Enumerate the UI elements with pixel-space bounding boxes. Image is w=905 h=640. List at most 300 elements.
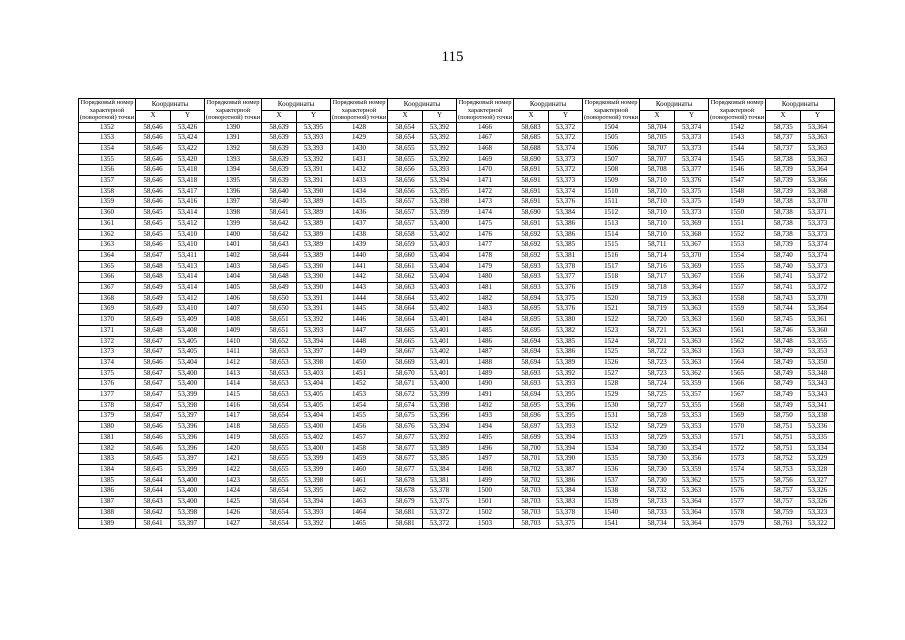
x-cell: 58,711 — [640, 240, 675, 251]
y-cell: 53,392 — [297, 154, 331, 165]
point-number-cell: 1447 — [331, 325, 388, 336]
table-row — [79, 165, 835, 176]
x-cell: 58,734 — [640, 518, 675, 529]
x-cell: 58,694 — [514, 357, 549, 368]
point-number-cell: 1428 — [331, 122, 388, 133]
x-cell: 58,693 — [514, 261, 549, 272]
table-row — [79, 304, 835, 315]
x-cell: 58,710 — [640, 229, 675, 240]
x-cell: 58,749 — [766, 347, 801, 358]
y-cell: 53,353 — [675, 422, 709, 433]
y-cell: 53,373 — [675, 208, 709, 219]
x-cell: 58,761 — [766, 518, 801, 529]
y-cell: 53,398 — [297, 357, 331, 368]
y-cell: 53,405 — [171, 336, 205, 347]
point-number-cell: 1513 — [583, 218, 640, 229]
point-number-cell: 1461 — [331, 475, 388, 486]
x-cell: 58,643 — [136, 497, 171, 508]
y-cell: 53,363 — [801, 133, 835, 144]
y-cell: 53,392 — [423, 143, 457, 154]
x-cell: 58,718 — [640, 283, 675, 294]
x-cell: 58,722 — [640, 347, 675, 358]
y-cell: 53,374 — [549, 186, 583, 197]
x-cell: 58,724 — [640, 379, 675, 390]
x-cell: 58,692 — [514, 240, 549, 251]
y-cell: 53,394 — [423, 422, 457, 433]
y-cell: 53,343 — [801, 379, 835, 390]
x-cell: 58,646 — [136, 432, 171, 443]
point-number-cell: 1367 — [79, 283, 136, 294]
x-cell: 58,640 — [262, 186, 297, 197]
point-number-cell: 1411 — [205, 347, 262, 358]
x-cell: 58,729 — [640, 422, 675, 433]
point-number-cell: 1359 — [79, 197, 136, 208]
point-number-cell: 1379 — [79, 411, 136, 422]
x-cell: 58,654 — [262, 497, 297, 508]
point-number-cell: 1466 — [457, 122, 514, 133]
x-cell: 58,645 — [136, 208, 171, 219]
y-cell: 53,396 — [171, 443, 205, 454]
y-cell: 53,399 — [423, 390, 457, 401]
y-cell: 53,364 — [801, 122, 835, 133]
x-cell: 58,749 — [766, 400, 801, 411]
y-cell: 53,334 — [801, 443, 835, 454]
x-cell: 58,739 — [766, 186, 801, 197]
y-cell: 53,404 — [297, 411, 331, 422]
point-number-cell: 1363 — [79, 240, 136, 251]
x-cell: 58,654 — [388, 122, 423, 133]
point-number-cell: 1540 — [583, 507, 640, 518]
x-cell: 58,691 — [514, 176, 549, 187]
header-point-number: Порядковый номер характерной (поворотной) точки — [583, 99, 639, 121]
x-cell: 58,693 — [514, 368, 549, 379]
x-cell: 58,702 — [514, 475, 549, 486]
y-cell: 53,336 — [801, 422, 835, 433]
x-cell: 58,649 — [136, 283, 171, 294]
table-row — [79, 357, 835, 368]
y-cell: 53,400 — [171, 379, 205, 390]
y-cell: 53,401 — [423, 325, 457, 336]
y-cell: 53,389 — [297, 240, 331, 251]
x-cell: 58,738 — [766, 218, 801, 229]
y-cell: 53,414 — [171, 272, 205, 283]
point-number-cell: 1491 — [457, 390, 514, 401]
y-cell: 53,374 — [675, 154, 709, 165]
point-number-cell: 1445 — [331, 304, 388, 315]
point-number-cell: 1352 — [79, 122, 136, 133]
point-number-cell: 1393 — [205, 154, 262, 165]
point-number-cell: 1454 — [331, 400, 388, 411]
y-cell: 53,329 — [801, 454, 835, 465]
x-cell: 58,662 — [388, 272, 423, 283]
y-cell: 53,389 — [297, 197, 331, 208]
y-cell: 53,372 — [801, 272, 835, 283]
y-cell: 53,394 — [297, 497, 331, 508]
x-cell: 58,669 — [388, 357, 423, 368]
point-number-cell: 1512 — [583, 208, 640, 219]
x-cell: 58,702 — [514, 465, 549, 476]
y-cell: 53,401 — [423, 357, 457, 368]
point-number-cell: 1499 — [457, 475, 514, 486]
x-cell: 58,664 — [388, 304, 423, 315]
y-cell: 53,338 — [801, 411, 835, 422]
point-number-cell: 1384 — [79, 465, 136, 476]
point-number-cell: 1476 — [457, 229, 514, 240]
point-number-cell: 1360 — [79, 208, 136, 219]
point-number-cell: 1401 — [205, 240, 262, 251]
y-cell: 53,395 — [549, 390, 583, 401]
x-cell: 58,647 — [136, 250, 171, 261]
y-cell: 53,396 — [171, 422, 205, 433]
point-number-cell: 1440 — [331, 250, 388, 261]
header-x: X — [262, 110, 297, 122]
y-cell: 53,392 — [423, 432, 457, 443]
y-cell: 53,400 — [171, 486, 205, 497]
y-cell: 53,326 — [801, 486, 835, 497]
y-cell: 53,391 — [297, 304, 331, 315]
x-cell: 58,677 — [388, 432, 423, 443]
y-cell: 53,401 — [423, 315, 457, 326]
point-number-cell: 1526 — [583, 357, 640, 368]
x-cell: 58,646 — [136, 143, 171, 154]
y-cell: 53,374 — [549, 143, 583, 154]
x-cell: 58,690 — [514, 154, 549, 165]
point-number-cell: 1484 — [457, 315, 514, 326]
point-number-cell: 1406 — [205, 293, 262, 304]
y-cell: 53,368 — [801, 186, 835, 197]
point-number-cell: 1421 — [205, 454, 262, 465]
y-cell: 53,398 — [171, 400, 205, 411]
x-cell: 58,655 — [262, 465, 297, 476]
point-number-cell: 1413 — [205, 368, 262, 379]
x-cell: 58,695 — [514, 325, 549, 336]
x-cell: 58,746 — [766, 325, 801, 336]
header-point-number: Порядковый номер характерной (поворотной) точки — [709, 99, 765, 121]
point-number-cell: 1520 — [583, 293, 640, 304]
y-cell: 53,356 — [675, 454, 709, 465]
x-cell: 58,653 — [262, 357, 297, 368]
x-cell: 58,741 — [766, 272, 801, 283]
x-cell: 58,654 — [262, 518, 297, 529]
x-cell: 58,737 — [766, 133, 801, 144]
y-cell: 53,389 — [297, 229, 331, 240]
x-cell: 58,648 — [136, 261, 171, 272]
point-number-cell: 1500 — [457, 486, 514, 497]
table-row — [79, 293, 835, 304]
table-row — [79, 518, 835, 529]
y-cell: 53,393 — [549, 422, 583, 433]
point-number-cell: 1370 — [79, 315, 136, 326]
point-number-cell: 1424 — [205, 486, 262, 497]
point-number-cell: 1568 — [709, 400, 766, 411]
x-cell: 58,694 — [514, 347, 549, 358]
y-cell: 53,381 — [423, 475, 457, 486]
point-number-cell: 1534 — [583, 443, 640, 454]
x-cell: 58,701 — [514, 454, 549, 465]
y-cell: 53,360 — [801, 325, 835, 336]
point-number-cell: 1465 — [331, 518, 388, 529]
x-cell: 58,739 — [766, 176, 801, 187]
x-cell: 58,752 — [766, 454, 801, 465]
page-number: 115 — [441, 49, 464, 65]
point-number-cell: 1364 — [79, 250, 136, 261]
y-cell: 53,394 — [297, 336, 331, 347]
point-number-cell: 1435 — [331, 197, 388, 208]
x-cell: 58,654 — [262, 400, 297, 411]
x-cell: 58,714 — [640, 250, 675, 261]
header-point-number: Порядковый номер характерной (поворотной) точки — [457, 99, 513, 121]
point-number-cell: 1498 — [457, 465, 514, 476]
point-number-cell: 1372 — [79, 336, 136, 347]
y-cell: 53,393 — [549, 379, 583, 390]
x-cell: 58,721 — [640, 336, 675, 347]
x-cell: 58,677 — [388, 465, 423, 476]
point-number-cell: 1414 — [205, 379, 262, 390]
y-cell: 53,397 — [171, 518, 205, 529]
point-number-cell: 1539 — [583, 497, 640, 508]
point-number-cell: 1538 — [583, 486, 640, 497]
point-number-cell: 1521 — [583, 304, 640, 315]
y-cell: 53,377 — [675, 165, 709, 176]
y-cell: 53,389 — [297, 218, 331, 229]
coordinates-table — [78, 98, 835, 529]
x-cell: 58,655 — [388, 143, 423, 154]
x-cell: 58,649 — [136, 315, 171, 326]
x-cell: 58,655 — [388, 154, 423, 165]
point-number-cell: 1510 — [583, 186, 640, 197]
point-number-cell: 1527 — [583, 368, 640, 379]
x-cell: 58,757 — [766, 486, 801, 497]
y-cell: 53,418 — [171, 176, 205, 187]
x-cell: 58,703 — [514, 497, 549, 508]
x-cell: 58,653 — [262, 368, 297, 379]
point-number-cell: 1514 — [583, 229, 640, 240]
y-cell: 53,350 — [801, 357, 835, 368]
x-cell: 58,642 — [262, 218, 297, 229]
point-number-cell: 1366 — [79, 272, 136, 283]
x-cell: 58,677 — [388, 443, 423, 454]
point-number-cell: 1553 — [709, 240, 766, 251]
point-number-cell: 1507 — [583, 154, 640, 165]
y-cell: 53,326 — [801, 497, 835, 508]
y-cell: 53,395 — [423, 186, 457, 197]
y-cell: 53,420 — [171, 154, 205, 165]
x-cell: 58,703 — [514, 507, 549, 518]
point-number-cell: 1519 — [583, 283, 640, 294]
y-cell: 53,386 — [549, 229, 583, 240]
x-cell: 58,646 — [136, 422, 171, 433]
x-cell: 58,732 — [640, 486, 675, 497]
y-cell: 53,390 — [297, 283, 331, 294]
table-row — [79, 218, 835, 229]
table-row — [79, 250, 835, 261]
y-cell: 53,410 — [171, 240, 205, 251]
y-cell: 53,400 — [171, 497, 205, 508]
y-cell: 53,392 — [423, 154, 457, 165]
y-cell: 53,402 — [423, 347, 457, 358]
x-cell: 58,749 — [766, 368, 801, 379]
x-cell: 58,737 — [766, 143, 801, 154]
x-cell: 58,671 — [388, 379, 423, 390]
y-cell: 53,364 — [801, 304, 835, 315]
y-cell: 53,375 — [675, 197, 709, 208]
x-cell: 58,656 — [388, 165, 423, 176]
x-cell: 58,749 — [766, 357, 801, 368]
x-cell: 58,693 — [514, 379, 549, 390]
header-coordinates: Координаты — [766, 99, 835, 111]
y-cell: 53,393 — [297, 133, 331, 144]
header-x: X — [766, 110, 801, 122]
y-cell: 53,363 — [675, 315, 709, 326]
y-cell: 53,396 — [171, 432, 205, 443]
x-cell: 58,653 — [262, 390, 297, 401]
point-number-cell: 1560 — [709, 315, 766, 326]
y-cell: 53,386 — [549, 475, 583, 486]
y-cell: 53,364 — [675, 507, 709, 518]
point-number-cell: 1569 — [709, 411, 766, 422]
y-cell: 53,374 — [801, 250, 835, 261]
point-number-cell: 1541 — [583, 518, 640, 529]
y-cell: 53,399 — [171, 465, 205, 476]
y-cell: 53,374 — [801, 240, 835, 251]
x-cell: 58,648 — [136, 272, 171, 283]
y-cell: 53,335 — [801, 432, 835, 443]
point-number-cell: 1525 — [583, 347, 640, 358]
x-cell: 58,743 — [766, 293, 801, 304]
y-cell: 53,393 — [423, 165, 457, 176]
x-cell: 58,695 — [514, 304, 549, 315]
point-number-cell: 1545 — [709, 154, 766, 165]
header-coordinates: Координаты — [514, 99, 583, 111]
point-number-cell: 1395 — [205, 176, 262, 187]
point-number-cell: 1559 — [709, 304, 766, 315]
x-cell: 58,717 — [640, 272, 675, 283]
y-cell: 53,396 — [549, 400, 583, 411]
y-cell: 53,381 — [549, 250, 583, 261]
table-row — [79, 208, 835, 219]
point-number-cell: 1412 — [205, 357, 262, 368]
x-cell: 58,647 — [136, 411, 171, 422]
y-cell: 53,426 — [171, 122, 205, 133]
table-row — [79, 497, 835, 508]
x-cell: 58,710 — [640, 218, 675, 229]
x-cell: 58,649 — [262, 283, 297, 294]
x-cell: 58,730 — [640, 465, 675, 476]
x-cell: 58,654 — [262, 486, 297, 497]
x-cell: 58,678 — [388, 475, 423, 486]
y-cell: 53,392 — [549, 368, 583, 379]
y-cell: 53,373 — [549, 176, 583, 187]
point-number-cell: 1391 — [205, 133, 262, 144]
y-cell: 53,402 — [423, 293, 457, 304]
y-cell: 53,408 — [171, 325, 205, 336]
y-cell: 53,416 — [171, 197, 205, 208]
x-cell: 58,639 — [262, 165, 297, 176]
y-cell: 53,372 — [801, 283, 835, 294]
point-number-cell: 1543 — [709, 133, 766, 144]
table-row — [79, 379, 835, 390]
x-cell: 58,649 — [136, 293, 171, 304]
y-cell: 53,392 — [297, 518, 331, 529]
y-cell: 53,359 — [675, 465, 709, 476]
point-number-cell: 1544 — [709, 143, 766, 154]
point-number-cell: 1523 — [583, 325, 640, 336]
point-number-cell: 1392 — [205, 143, 262, 154]
point-number-cell: 1516 — [583, 250, 640, 261]
x-cell: 58,655 — [262, 432, 297, 443]
y-cell: 53,414 — [171, 283, 205, 294]
point-number-cell: 1431 — [331, 154, 388, 165]
x-cell: 58,710 — [640, 197, 675, 208]
point-number-cell: 1502 — [457, 507, 514, 518]
x-cell: 58,676 — [388, 422, 423, 433]
x-cell: 58,735 — [766, 122, 801, 133]
point-number-cell: 1494 — [457, 422, 514, 433]
y-cell: 53,393 — [297, 507, 331, 518]
y-cell: 53,354 — [675, 443, 709, 454]
y-cell: 53,363 — [675, 325, 709, 336]
x-cell: 58,646 — [136, 240, 171, 251]
point-number-cell: 1437 — [331, 218, 388, 229]
y-cell: 53,341 — [801, 400, 835, 411]
header-coordinates: Координаты — [136, 99, 205, 111]
y-cell: 53,363 — [675, 336, 709, 347]
x-cell: 58,730 — [640, 454, 675, 465]
table-row — [79, 443, 835, 454]
y-cell: 53,394 — [423, 176, 457, 187]
y-cell: 53,393 — [297, 325, 331, 336]
x-cell: 58,719 — [640, 293, 675, 304]
y-cell: 53,403 — [423, 283, 457, 294]
point-number-cell: 1504 — [583, 122, 640, 133]
x-cell: 58,710 — [640, 186, 675, 197]
y-cell: 53,362 — [675, 475, 709, 486]
point-number-cell: 1574 — [709, 465, 766, 476]
point-number-cell: 1361 — [79, 218, 136, 229]
y-cell: 53,398 — [423, 197, 457, 208]
point-number-cell: 1369 — [79, 304, 136, 315]
point-number-cell: 1423 — [205, 475, 262, 486]
point-number-cell: 1472 — [457, 186, 514, 197]
point-number-cell: 1399 — [205, 218, 262, 229]
y-cell: 53,369 — [675, 261, 709, 272]
y-cell: 53,357 — [675, 390, 709, 401]
point-number-cell: 1443 — [331, 283, 388, 294]
point-number-cell: 1365 — [79, 261, 136, 272]
point-number-cell: 1403 — [205, 261, 262, 272]
x-cell: 58,708 — [640, 165, 675, 176]
x-cell: 58,707 — [640, 154, 675, 165]
x-cell: 58,691 — [514, 218, 549, 229]
x-cell: 58,651 — [262, 315, 297, 326]
y-cell: 53,361 — [801, 315, 835, 326]
y-cell: 53,376 — [549, 283, 583, 294]
y-cell: 53,392 — [297, 315, 331, 326]
header-y: Y — [171, 110, 205, 122]
point-number-cell: 1480 — [457, 272, 514, 283]
point-number-cell: 1427 — [205, 518, 262, 529]
y-cell: 53,387 — [549, 465, 583, 476]
y-cell: 53,418 — [171, 165, 205, 176]
y-cell: 53,400 — [297, 443, 331, 454]
point-number-cell: 1417 — [205, 411, 262, 422]
x-cell: 58,691 — [514, 197, 549, 208]
x-cell: 58,703 — [514, 486, 549, 497]
point-number-cell: 1482 — [457, 293, 514, 304]
x-cell: 58,639 — [262, 133, 297, 144]
y-cell: 53,405 — [171, 347, 205, 358]
point-number-cell: 1518 — [583, 272, 640, 283]
